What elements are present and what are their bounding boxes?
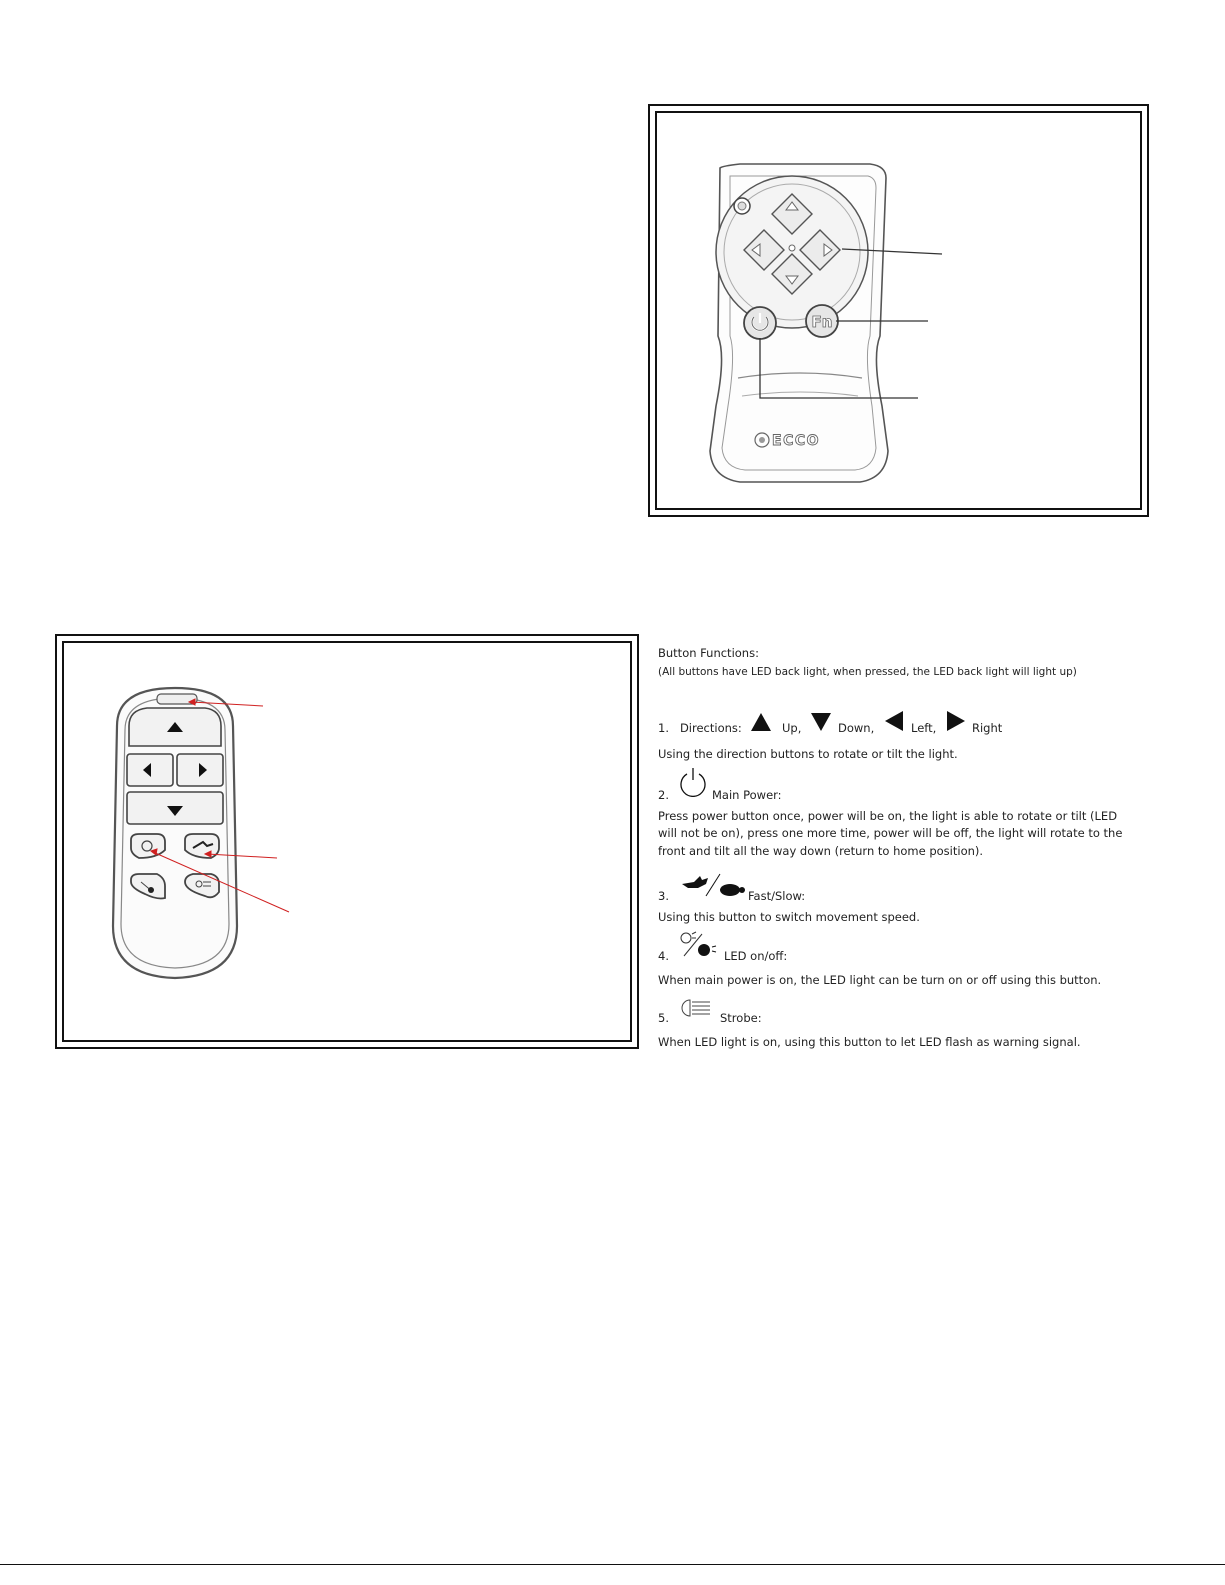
fn-button-icon (806, 305, 838, 337)
brand-logo: ECCO (772, 433, 821, 449)
triangle-left-icon (884, 710, 904, 732)
led-toggle-icon (678, 930, 722, 958)
item-led-toggle (658, 948, 788, 965)
oval-remote-illustration (57, 636, 641, 1051)
item-strobe (658, 1010, 762, 1027)
item-directions (658, 720, 1003, 737)
item5-number: 5. (658, 1011, 669, 1025)
item4-label: LED on/off: (724, 949, 788, 963)
round-remote-illustration (650, 106, 1151, 519)
page-bottom-rule (0, 1564, 1225, 1565)
item5-label: Strobe: (720, 1011, 762, 1025)
item1-label: Directions: (679, 721, 742, 735)
item-fast-slow (658, 888, 806, 905)
item1-right: Right (972, 721, 1003, 735)
item-main-power (658, 787, 782, 804)
bottom-remote-figure (55, 634, 639, 1049)
strobe-icon (678, 996, 714, 1020)
item2-label: Main Power: (712, 788, 782, 802)
section-heading: Button Functions: (658, 646, 759, 660)
item5-description: When LED light is on, using this button to let LED flash as warning signal. (658, 1035, 1081, 1049)
rabbit-turtle-icon (680, 872, 746, 898)
item1-down: Down, (838, 721, 875, 735)
svg-text:Fn: Fn (811, 313, 833, 331)
item1-up: Up, (782, 721, 802, 735)
item1-description: Using the direction buttons to rotate or tilt the light. (658, 747, 958, 761)
item3-number: 3. (658, 889, 669, 903)
item4-number: 4. (658, 949, 669, 963)
item2-description: Press power button once, power will be on, the light is able to rotate or tilt (LED will not be on), press one more time, power will be off, the light will rotate to the front and tilt all the way down (return to home position). (658, 809, 1123, 858)
triangle-right-icon (946, 710, 966, 732)
item3-label: Fast/Slow: (748, 889, 806, 903)
triangle-down-icon (810, 712, 832, 732)
item3-description: Using this button to switch movement speed. (658, 910, 920, 924)
power-button-icon (744, 307, 776, 339)
item1-number: 1. (658, 721, 669, 735)
power-icon (678, 767, 708, 797)
backlight-note: (All buttons have LED back light, when pressed, the LED back light will light up) (658, 666, 1077, 678)
item1-left: Left, (911, 721, 937, 735)
item2-number: 2. (658, 788, 669, 802)
top-remote-figure (648, 104, 1149, 517)
triangle-up-icon (750, 712, 772, 732)
item4-description: When main power is on, the LED light can be turn on or off using this button. (658, 973, 1102, 987)
